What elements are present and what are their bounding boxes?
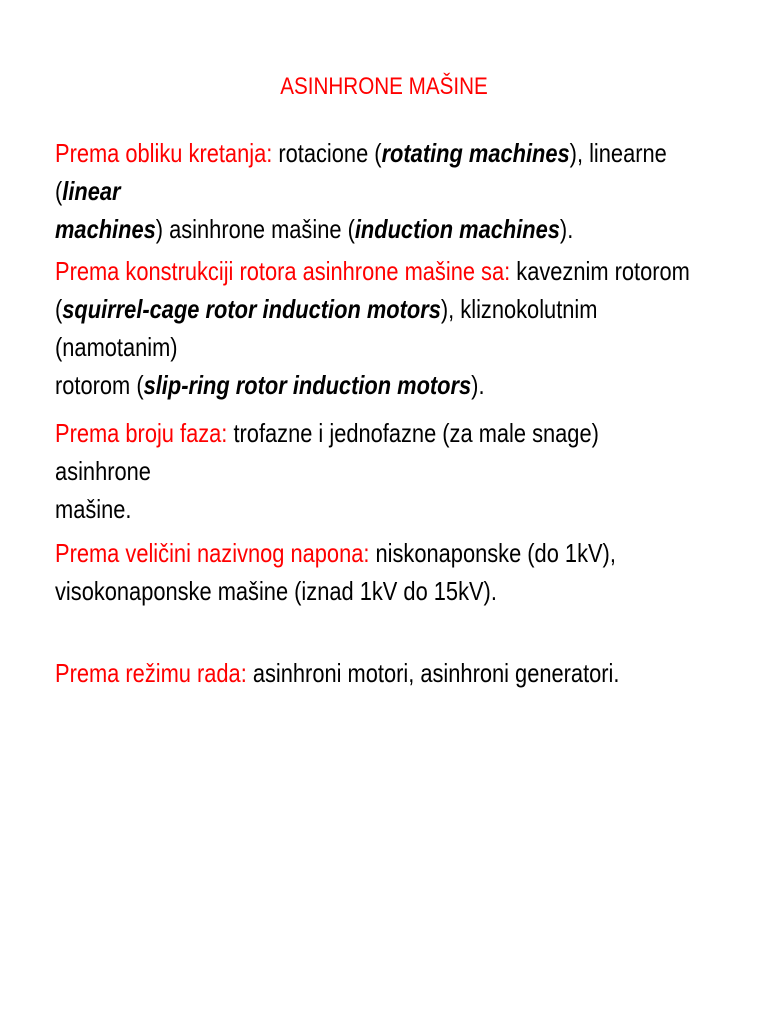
section-term: induction machines — [354, 214, 560, 244]
section-motion-type — [55, 134, 693, 248]
section-lead: Prema veličini nazivnog napona: — [55, 538, 370, 568]
section-text: ). — [471, 370, 485, 400]
section-text: visokonaponske mašine (iznad 1kV do 15kV). — [55, 576, 497, 606]
section-lead: Prema obliku kretanja: — [55, 138, 273, 168]
section-text: ). — [559, 214, 574, 244]
section-text: niskonaponske (do 1kV), — [369, 538, 616, 568]
section-line — [55, 654, 693, 692]
section-line — [55, 572, 693, 610]
section-text: ) asinhrone mašine ( — [155, 214, 355, 244]
section-term: machines — [55, 214, 156, 244]
section-rated-voltage — [55, 534, 693, 610]
section-term: linear — [62, 176, 121, 206]
section-term: slip-ring rotor induction motors — [143, 370, 472, 400]
section-text: rotorom ( — [55, 370, 144, 400]
section-line — [55, 210, 693, 248]
section-line — [55, 490, 693, 528]
section-line — [55, 290, 693, 366]
section-text: rotacione ( — [272, 138, 382, 168]
section-lead: Prema režimu rada: — [55, 658, 247, 688]
section-lead: Prema konstrukciji rotora asinhrone mašine sa: — [55, 256, 511, 286]
section-line — [55, 134, 693, 210]
section-text: ), kliznokolutnim (namotanim) — [55, 294, 598, 362]
section-line — [55, 414, 693, 490]
section-text: ), linearne ( — [55, 138, 667, 206]
section-text: asinhroni motori, asinhroni generatori. — [246, 658, 620, 688]
section-term: rotating machines — [381, 138, 570, 168]
section-phase-count — [55, 414, 693, 528]
section-text: mašine. — [55, 494, 132, 524]
section-lead: Prema broju faza: — [55, 418, 228, 448]
section-line — [55, 252, 693, 290]
section-operating-mode — [55, 654, 693, 692]
section-text: kaveznim rotorom — [510, 256, 690, 286]
section-text: ( — [55, 294, 63, 324]
section-text: trofazne i jednofazne (za male snage) asinhrone — [55, 418, 599, 486]
page-title: ASINHRONE MAŠINE — [280, 73, 488, 100]
section-line — [55, 534, 693, 572]
section-line — [55, 366, 693, 404]
section-rotor-construction — [55, 252, 693, 404]
section-term: squirrel-cage rotor induction motors — [62, 294, 441, 324]
